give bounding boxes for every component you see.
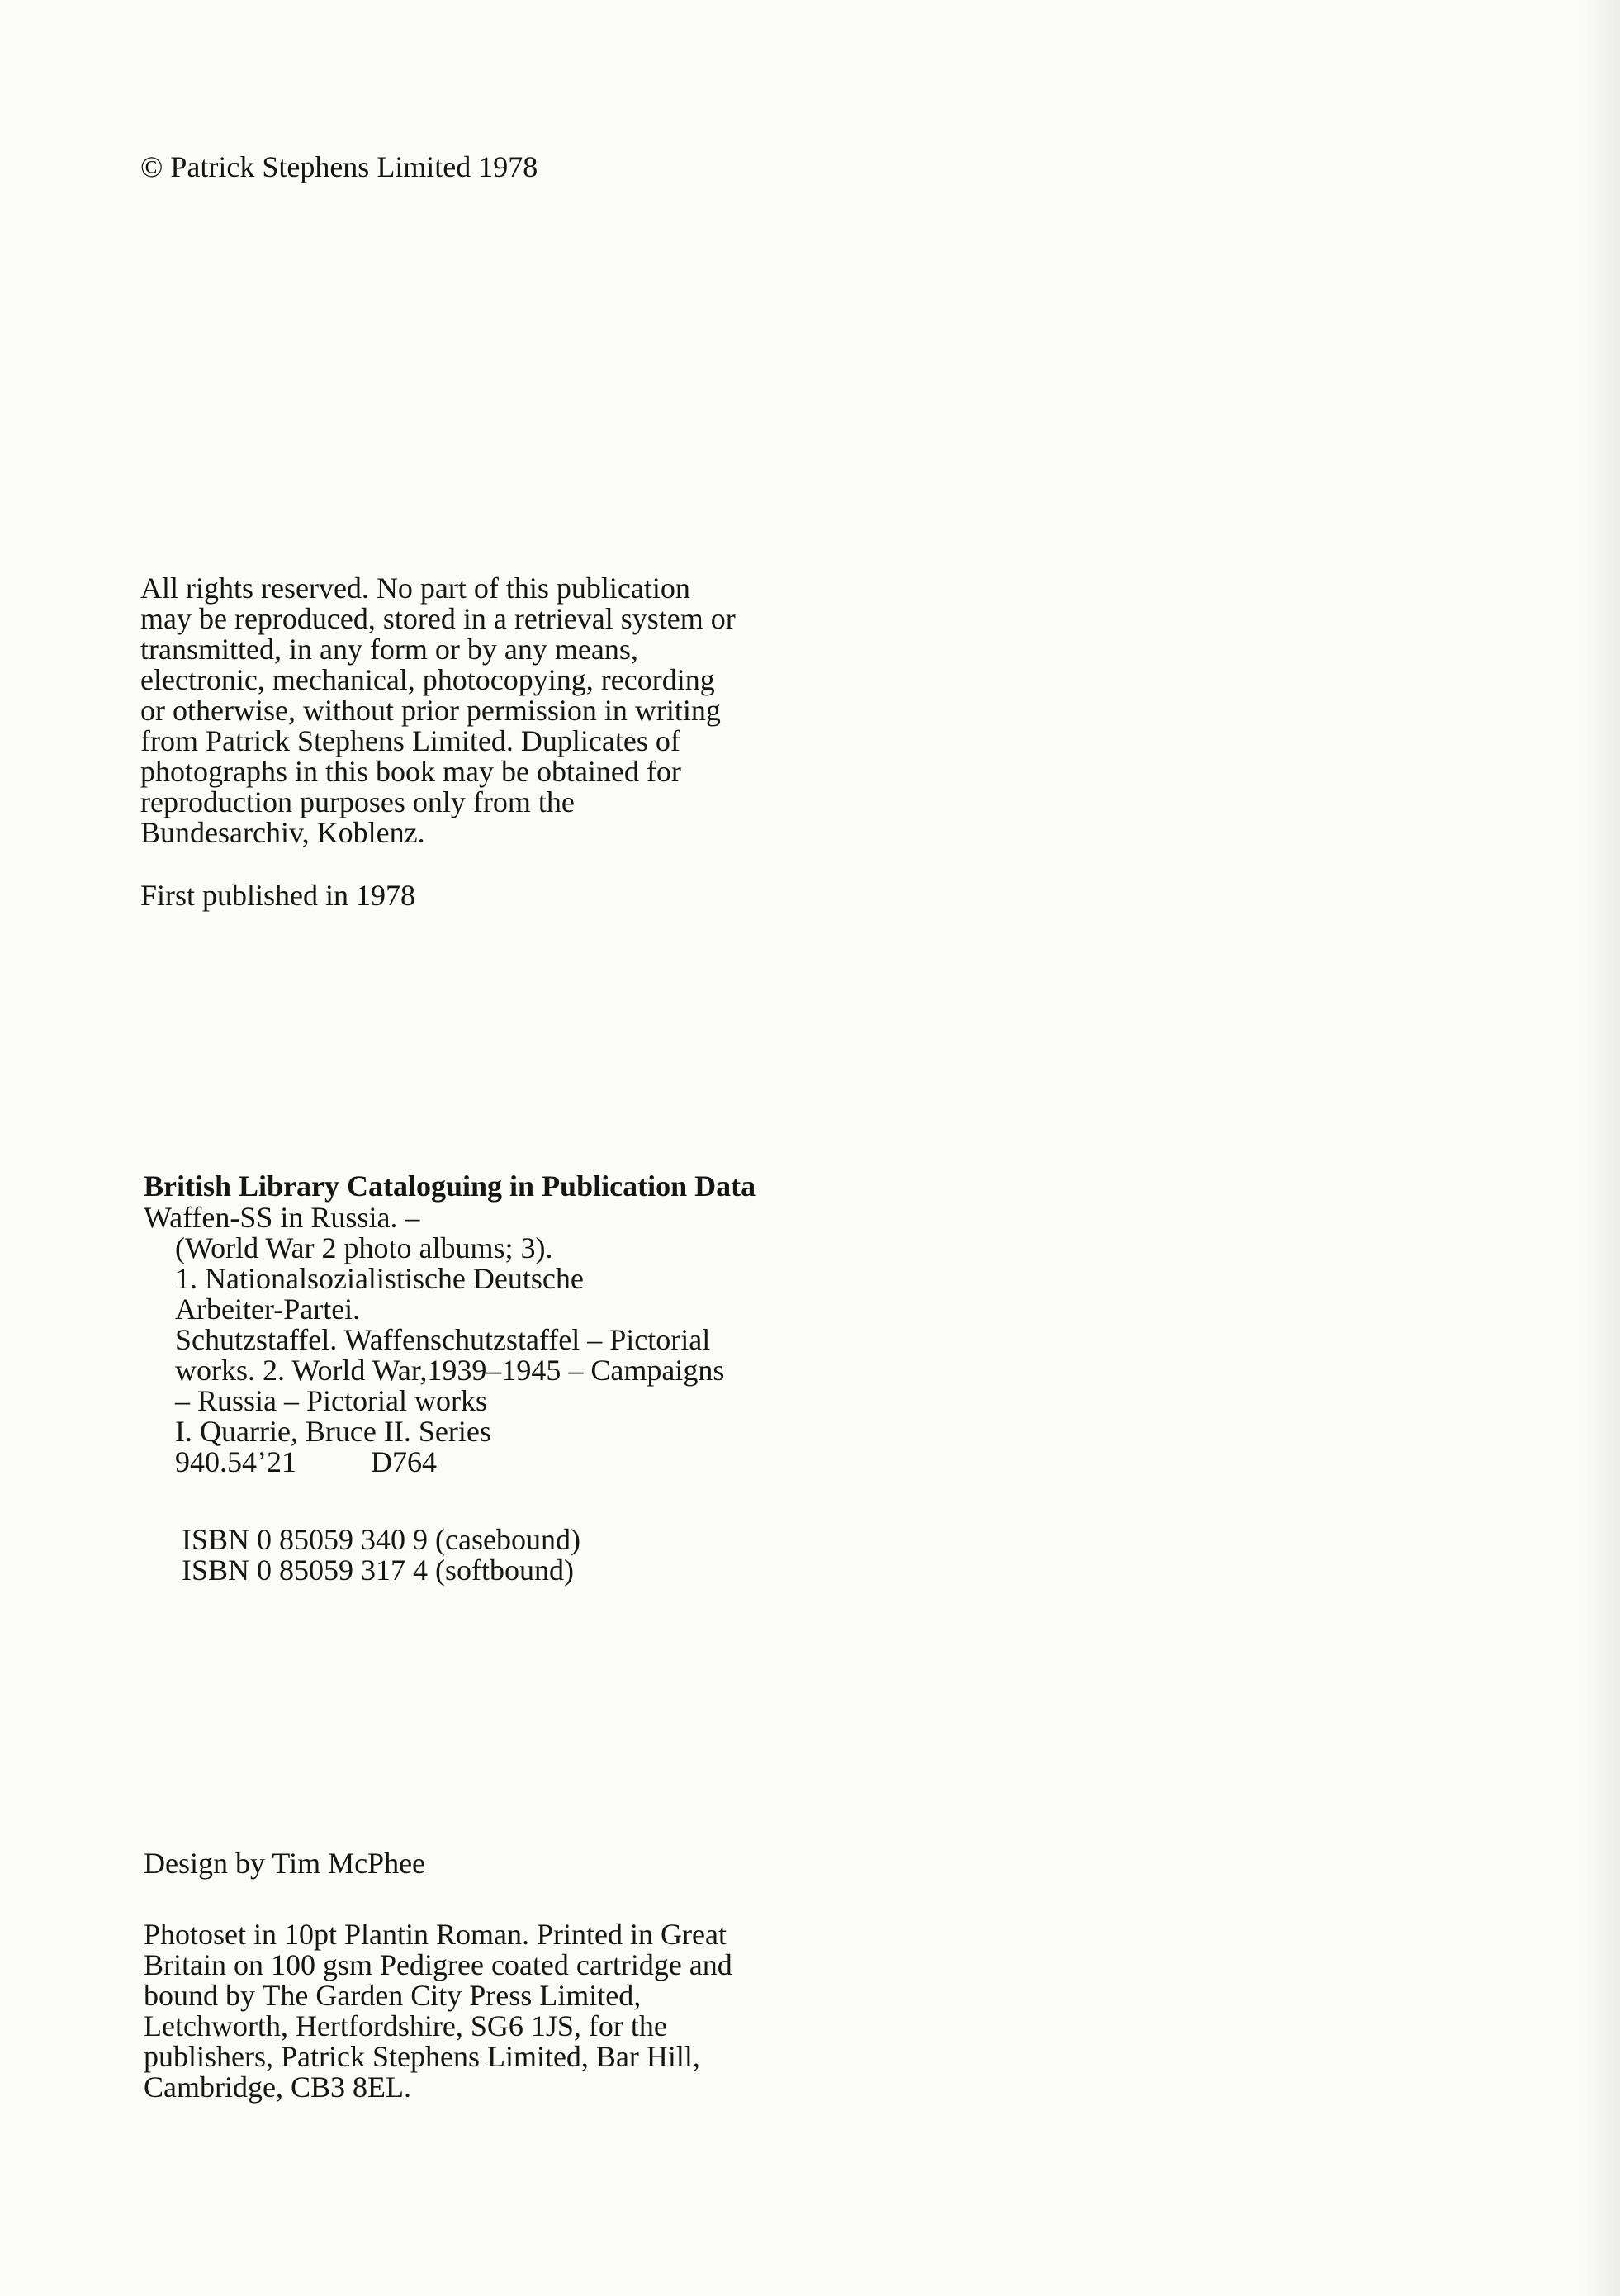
cataloguing-line: Schutzstaffel. Waffenschutzstaffel – Pictorial [175,1323,711,1356]
design-credit: Design by Tim McPhee [144,1847,426,1880]
page-edge-shading [1582,0,1620,2296]
rights-line: reproduction purposes only from the [140,785,575,818]
rights-line: transmitted, in any form or by any means, [140,633,638,666]
rights-statement [140,573,736,848]
cataloguing-line: Arbeiter-Partei. [175,1293,361,1326]
printing-line: Photoset in 10pt Plantin Roman. Printed in Great [144,1918,727,1951]
printing-details [144,1919,732,2103]
cataloguing-line: I. Quarrie, Bruce II. Series [175,1415,491,1448]
copyright-notice: © Patrick Stephens Limited 1978 [140,150,538,183]
printing-line: Britain on 100 gsm Pedigree coated cartridge and [144,1948,732,1981]
printing-line: Letchworth, Hertfordshire, SG6 1JS, for the [144,2009,667,2042]
dewey-number: 940.54’21 [175,1445,296,1478]
cataloguing-line: works. 2. World War,1939–1945 – Campaigns [175,1354,725,1387]
cataloguing-heading: British Library Cataloguing in Publication Data [144,1169,756,1203]
printing-line: publishers, Patrick Stephens Limited, Bar Hill, [144,2040,700,2073]
cataloguing-data [144,1171,756,1478]
classification-numbers [144,1447,756,1478]
rights-line: Bundesarchiv, Koblenz. [140,816,425,849]
isbn-list [182,1525,580,1586]
printing-line: Cambridge, CB3 8EL. [144,2071,411,2104]
cataloguing-title: Waffen-SS in Russia. – [144,1201,420,1234]
cataloguing-line: 1. Nationalsozialistische Deutsche [175,1262,584,1295]
cataloguing-line: – Russia – Pictorial works [175,1384,487,1417]
rights-line: All rights reserved. No part of this publication [140,572,690,605]
rights-line: photographs in this book may be obtained for [140,755,681,788]
isbn-casebound: ISBN 0 85059 340 9 (casebound) [182,1523,580,1556]
isbn-softbound: ISBN 0 85059 317 4 (softbound) [182,1554,574,1587]
rights-line: may be reproduced, stored in a retrieval system or [140,602,736,635]
rights-line: from Patrick Stephens Limited. Duplicates of [140,724,680,757]
printing-line: bound by The Garden City Press Limited, [144,1979,642,2012]
first-published-note: First published in 1978 [140,879,416,912]
rights-line: or otherwise, without prior permission in writing [140,694,721,727]
cataloguing-line: (World War 2 photo albums; 3). [175,1231,553,1264]
rights-line: electronic, mechanical, photocopying, recording [140,663,715,696]
lc-number: D764 [371,1445,437,1478]
